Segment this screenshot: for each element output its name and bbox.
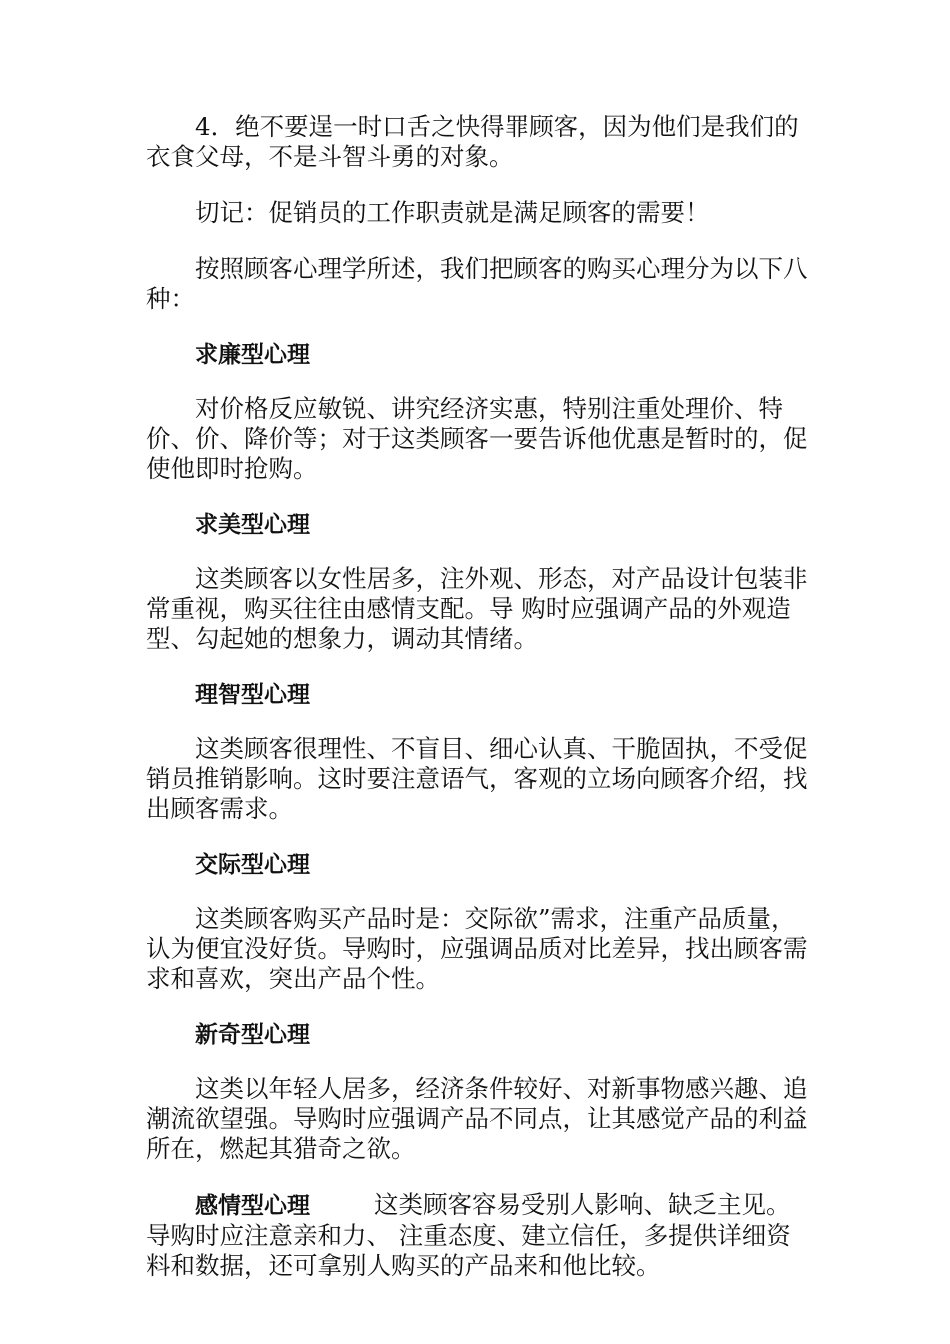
section-heading: 新奇型心理 bbox=[195, 1022, 310, 1048]
section-heading: 感情型心理 bbox=[195, 1193, 310, 1219]
section-heading: 求美型心理 bbox=[195, 512, 310, 538]
section-body: 这类顾客容易受别人影响、缺乏主见。导购时应注意亲和力、 注重态度、建立信任，多提供详细资料和数据，还可拿别人购买的产品来和他比较。 bbox=[146, 1190, 791, 1280]
paragraph-intro: 按照顾客心理学所述，我们把顾客的购买心理分为以下八种： bbox=[146, 254, 808, 313]
document-page bbox=[146, 112, 814, 1281]
paragraph-rule-4: 4．绝不要逞一时口舌之快得罪顾客，因为他们是我们的衣食父母，不是斗智斗勇的对象。 bbox=[146, 112, 799, 171]
section-heading: 理智型心理 bbox=[195, 682, 310, 708]
section-body: 对价格反应敏锐、讲究经济实惠，特别注重处理价、特价、价、降价等；对于这类顾客一要告诉他优惠是暂时的，促使他即时抢购。 bbox=[146, 394, 808, 483]
section-body: 这类以年轻人居多，经济条件较好、对新事物感兴趣、追潮流欲望强。导购时应强调产品不同点，让其感觉产品的利益所在，燃起其猎奇之欲。 bbox=[146, 1074, 808, 1163]
section-body: 这类顾客购买产品时是：交际欲”需求，注重产品质量，认为便宜没好货。导购时，应强调品质对比差异，找出顾客需求和喜欢，突出产品个性。 bbox=[146, 904, 808, 993]
section-heading: 交际型心理 bbox=[195, 852, 310, 878]
section-heading: 求廉型心理 bbox=[195, 342, 310, 368]
section-body: 这类顾客很理性、不盲目、细心认真、干脆固执，不受促销员推销影响。这时要注意语气，客观的立场向顾客介绍，找出顾客需求。 bbox=[146, 734, 808, 823]
section-inline bbox=[146, 1190, 814, 1281]
section-body: 这类顾客以女性居多，注外观、形态，对产品设计包装非常重视，购买往往由感情支配。导 购时应强调产品的外观造型、勾起她的想象力，调动其情绪。 bbox=[146, 564, 808, 653]
paragraph-reminder: 切记：促销员的工作职责就是满足顾客的需要！ bbox=[195, 198, 710, 227]
